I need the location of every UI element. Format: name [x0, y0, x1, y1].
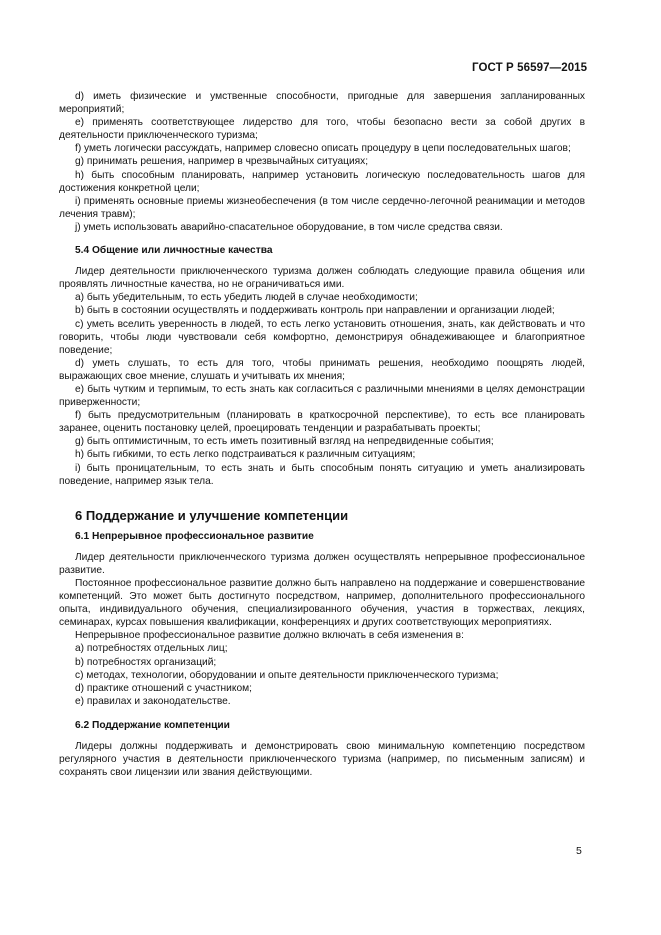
list-item: d) практике отношений с участником; [75, 682, 252, 694]
paragraph: Непрерывное профессиональное развитие должно включать в себя изменения в: [75, 630, 464, 642]
list-item: g) быть оптимистичным, то есть иметь позитивный взгляд на непредвиденные события; [75, 436, 494, 448]
section-6-2-heading: 6.2 Поддержание компетенции [75, 719, 230, 731]
section-6-1-heading: 6.1 Непрерывное профессиональное развитие [75, 530, 314, 542]
list-item: c) уметь вселить уверенность в людей, то есть легко установить отношения, знать, как действовать и что говорить, чтобы люди чувствовали себя комфортно, демонстрируя обнадеживающее и благоприятное поведение; [59, 318, 585, 356]
list-item: f) быть предусмотрительным (планировать в краткосрочной перспективе), то есть все планировать заранее, оценить постановку целей, проецировать тенденции и разрабатывать проекты; [59, 410, 585, 435]
list-item: h) быть гибкими, то есть легко подстраиваться к различным ситуациям; [75, 449, 416, 461]
paragraph: Лидеры должны поддерживать и демонстрировать свою минимальную компетенцию посредством регулярного участия в деятельности приключенческого туризма (например, по письменным записям) и сохранять свои лицензии или звания действующими. [59, 741, 585, 779]
list-item: e) правилах и законодательстве. [75, 695, 231, 707]
section-5-4-intro: Лидер деятельности приключенческого туризма должен соблюдать следующие правила общения или проявлять личностные качества, но не ограничиваться ими. [59, 266, 585, 291]
list-item: b) быть в состоянии осуществлять и поддерживать контроль при направлении и организации людей; [75, 305, 555, 317]
list-item: h) быть способным планировать, например установить логическую последовательность шагов для достижения конкретной цели; [59, 169, 585, 194]
list-item: c) методах, технологии, оборудовании и опыте деятельности приключенческого туризма; [75, 669, 499, 681]
page-body [59, 90, 585, 779]
list-item: d) уметь слушать, то есть для того, чтобы принимать решения, необходимо поощрять людей, выражающих свое мнение, слушать и учитывать их мнения; [59, 357, 585, 382]
list-item: d) иметь физические и умственные способности, пригодные для завершения запланированных мероприятий; [59, 91, 585, 116]
standard-number: ГОСТ Р 56597—2015 [472, 62, 588, 74]
paragraph: Лидер деятельности приключенческого туризма должен осуществлять непрерывное профессиональное развитие. [59, 551, 585, 576]
list-item: g) принимать решения, например в чрезвычайных ситуациях; [75, 156, 369, 168]
section-6-heading: 6 Поддержание и улучшение компетенции [75, 507, 349, 523]
list-item: j) уметь использовать аварийно-спасательное оборудование, в том числе средства связи. [75, 221, 503, 233]
list-item: i) применять основные приемы жизнеобеспечения (в том числе сердечно-легочной реанимации и методов лечения травм); [59, 195, 585, 220]
page-number: 5 [576, 845, 582, 857]
section-5-4-heading: 5.4 Общение или личностные качества [75, 245, 273, 257]
list-item: e) применять соответствующее лидерство для того, чтобы безопасно вести за собой других в деятельности приключенческого туризма; [59, 117, 585, 142]
list-item: a) потребностях отдельных лиц; [75, 643, 228, 655]
list-item: e) быть чутким и терпимым, то есть знать как согласиться с различными мнениями в целях демонстрации приверженности; [59, 383, 585, 409]
list-item: a) быть убедительным, то есть убедить людей в случае необходимости; [75, 292, 418, 304]
paragraph: Постоянное профессиональное развитие должно быть направлено на поддержание и совершенствование компетенций. Это может быть достигнуто посредством, например, дополнительного профессионального опыта, индивидуального обучения, специализированного обучения, участия в торжествах, лекциях, семинарах, курсах повышения квалификации, конференциях и других соответствующих мероприятиях. [59, 578, 585, 629]
list-item: b) потребностях организаций; [75, 656, 217, 668]
list-item: i) быть проницательным, то есть знать и быть способным понять ситуацию и уметь анализировать поведение, например язык тела. [59, 462, 585, 487]
list-item: f) уметь логически рассуждать, например словесно описать процедуру в цепи последовательных шагов; [75, 143, 571, 155]
